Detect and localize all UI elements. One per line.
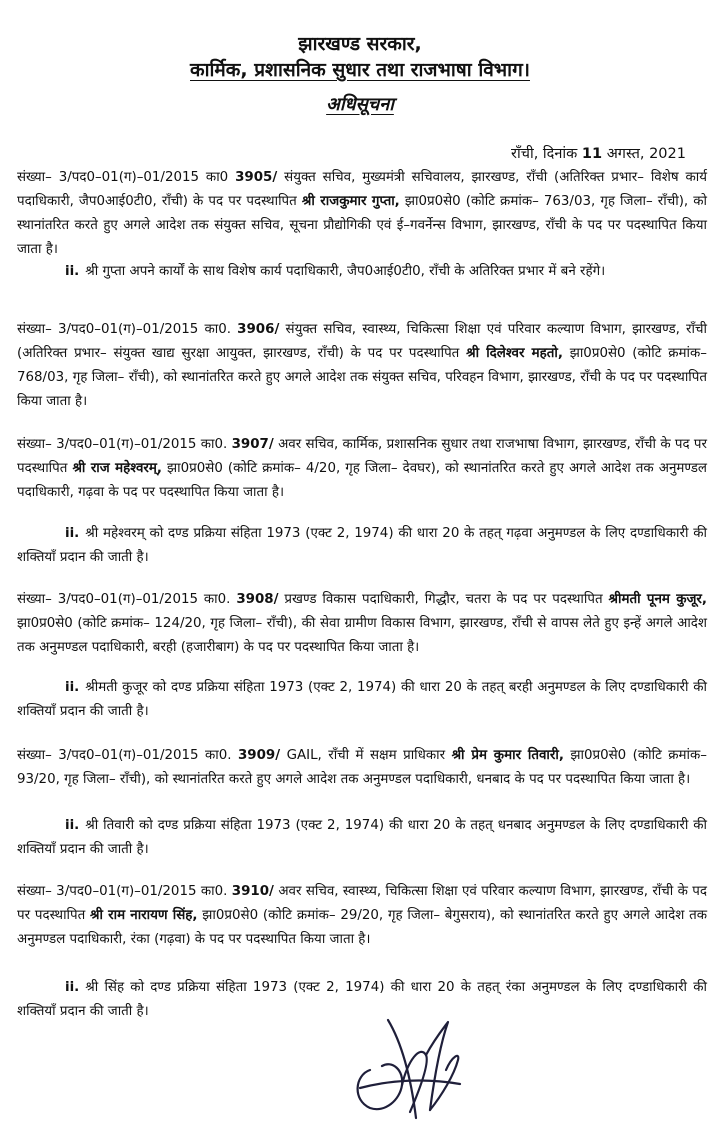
order-paragraph	[17, 433, 707, 505]
subclause-text: श्री गुप्ता अपने कार्यों के साथ विशेष कार्य पदाधिकारी, जैप0आई0टी0, राँची के अतिरिक्त प्रभार में बने रहेंगे।	[85, 264, 606, 279]
order-ref-prefix: संख्या– 3/पद0–01(ग)–01/2015 का0.	[17, 884, 228, 899]
officer-name: श्रीमती पूनम कुजूर,	[608, 592, 707, 607]
order-text: झा0प्र0से0 (कोटि क्रमांक– 763/03, गृह जिला– राँची), को स्थानांतरित करते हुए अगले आदेश तक संयुक्त सचिव, सूचना प्रौद्योगिकी एवं ई–गवर्नेन्स विभाग, झारखण्ड, राँची के पद पर पदस्थापित किया जाता है।	[17, 194, 708, 257]
department-heading: कार्मिक, प्रशासनिक सुधार तथा राजभाषा विभाग।	[190, 59, 530, 81]
notification-title: अधिसूचना	[326, 94, 394, 115]
subclause-number: ii.	[65, 526, 80, 541]
order-subclause	[17, 814, 707, 862]
subclause-number: ii.	[65, 818, 80, 833]
order-paragraph	[17, 588, 707, 660]
subclause-text: श्री तिवारी को दण्ड प्रक्रिया संहिता 1973 (एक्ट 2, 1974) की धारा 20 के तहत् धनबाद अनुमण्डल के लिए दण्डाधिकारी की शक्तियाँ प्रदान की जाती है।	[17, 818, 707, 857]
order-paragraph	[17, 744, 707, 792]
order-text: झा0प्र0से0 (कोटि क्रमांक– 29/20, गृह जिला– बेगुसराय), को स्थानांतरित करते हुए अगले आदेश तक अनुमण्डल पदाधिकारी, रंका (गढ़वा) के पद पर पदस्थापित किया जाता है।	[17, 908, 708, 947]
order-ref-number: 3907/	[231, 437, 274, 452]
officer-name: श्री राज महेश्वरम्,	[72, 461, 162, 476]
government-heading: झारखण्ड सरकार,	[298, 33, 422, 55]
order-ref-prefix: संख्या– 3/पद0–01(ग)–01/2015 का0	[17, 170, 229, 185]
dateline-month-year: अगस्त, 2021	[606, 146, 686, 162]
order-text: संयुक्त सचिव, मुख्यमंत्री सचिवालय, झारखण्ड, राँची (अतिरिक्त प्रभार– विशेष कार्य पदाधिकारी, जैप0आई0टी0, राँची) के पद पर पदस्थापित	[17, 170, 707, 209]
subclause-text: श्रीमती कुजूर को दण्ड प्रक्रिया संहिता 1973 (एक्ट 2, 1974) की धारा 20 के तहत् बरही अनुमण्डल के लिए दण्डाधिकारी की शक्तियाँ प्रदान की जाती है।	[17, 680, 707, 719]
subclause-text: श्री सिंह को दण्ड प्रक्रिया संहिता 1973 (एक्ट 2, 1974) की धारा 20 के तहत् रंका अनुमण्डल के लिए दण्डाधिकारी की शक्तियाँ प्रदान की जाती है।	[17, 980, 707, 1019]
order-text: संयुक्त सचिव, स्वास्थ्य, चिकित्सा शिक्षा एवं परिवार कल्याण विभाग, झारखण्ड, राँची (अतिरिक्त प्रभार– संयुक्त खाद्य सुरक्षा आयुक्त, झारखण्ड, राँची) के पद पर पदस्थापित	[17, 322, 707, 361]
order-ref-number: 3908/	[236, 592, 279, 607]
order-ref-number: 3910/	[231, 884, 274, 899]
order-paragraph	[17, 880, 707, 952]
officer-name: श्री राम नारायण सिंह,	[90, 908, 198, 923]
handwritten-signature	[330, 1000, 480, 1125]
subclause-text: श्री महेश्वरम् को दण्ड प्रक्रिया संहिता 1973 (एक्ट 2, 1974) की धारा 20 के तहत् गढ़वा अनुमण्डल के लिए दण्डाधिकारी की शक्तियाँ प्रदान की जाती है।	[17, 526, 707, 565]
order-text: झा0प्र0से0 (कोटि क्रमांक– 93/20, गृह जिला– राँची), को स्थानांतरित करते हुए अगले आदेश तक अनुमण्डल पदाधिकारी, धनबाद के पद पर पदस्थापित किया जाता है।	[17, 748, 707, 787]
order-text: अवर सचिव, स्वास्थ्य, चिकित्सा शिक्षा एवं परिवार कल्याण विभाग, झारखण्ड, राँची के पद पर पदस्थापित	[17, 884, 707, 923]
order-paragraph	[17, 318, 707, 414]
officer-name: श्री दिलेश्वर महतो,	[466, 346, 563, 361]
dateline-prefix: राँची, दिनांक	[511, 146, 578, 162]
order-subclause	[17, 676, 707, 724]
dateline	[511, 143, 686, 163]
subclause-number: ii.	[65, 680, 80, 695]
order-text: झा0प्र0से0 (कोटि क्रमांक– 4/20, गृह जिला– देवघर), को स्थानांतरित करते हुए अगले आदेश तक अनुमण्डल पदाधिकारी, गढ़वा के पद पर पदस्थापित किया जाता है।	[17, 461, 708, 500]
order-ref-prefix: संख्या– 3/पद0–01(ग)–01/2015 का0.	[17, 322, 231, 337]
order-paragraph	[17, 166, 707, 262]
order-ref-prefix: संख्या– 3/पद0–01(ग)–01/2015 का0.	[17, 592, 231, 607]
dateline-day: 11	[581, 146, 603, 162]
order-subclause	[17, 522, 707, 570]
subclause-number: ii.	[65, 980, 80, 995]
order-text: झा0प्र0से0 (कोटि क्रमांक– 768/03, गृह जिला– राँची), को स्थानांतरित करते हुए अगले आदेश तक संयुक्त सचिव, परिवहन विभाग, झारखण्ड, राँची के पद पर पदस्थापित किया जाता है।	[17, 346, 707, 409]
order-ref-prefix: संख्या– 3/पद0–01(ग)–01/2015 का0.	[17, 748, 232, 763]
subclause-number: ii.	[65, 264, 80, 279]
order-ref-prefix: संख्या– 3/पद0–01(ग)–01/2015 का0.	[17, 437, 228, 452]
order-ref-number: 3905/	[235, 170, 278, 185]
order-text: प्रखण्ड विकास पदाधिकारी, गिद्धौर, चतरा के पद पर पदस्थापित	[284, 592, 603, 607]
order-ref-number: 3909/	[237, 748, 281, 763]
officer-name: श्री प्रेम कुमार तिवारी,	[451, 748, 564, 763]
order-ref-number: 3906/	[237, 322, 280, 337]
order-text: GAIL, राँची में सक्षम प्राधिकार	[286, 748, 446, 763]
officer-name: श्री राजकुमार गुप्ता,	[301, 194, 400, 209]
order-text: अवर सचिव, कार्मिक, प्रशासनिक सुधार तथा राजभाषा विभाग, झारखण्ड, राँची के पद पर पदस्थापित	[17, 437, 708, 476]
order-subclause	[17, 260, 707, 284]
order-text: झा0प्र0से0 (कोटि क्रमांक– 124/20, गृह जिला– राँची), की सेवा ग्रामीण विकास विभाग, झारखण्ड, राँची से वापस लेते हुए इन्हें अगले आदेश तक अनुमण्डल पदाधिकारी, बरही (हजारीबाग) के पद पर पदस्थापित किया जाता है।	[17, 616, 707, 655]
